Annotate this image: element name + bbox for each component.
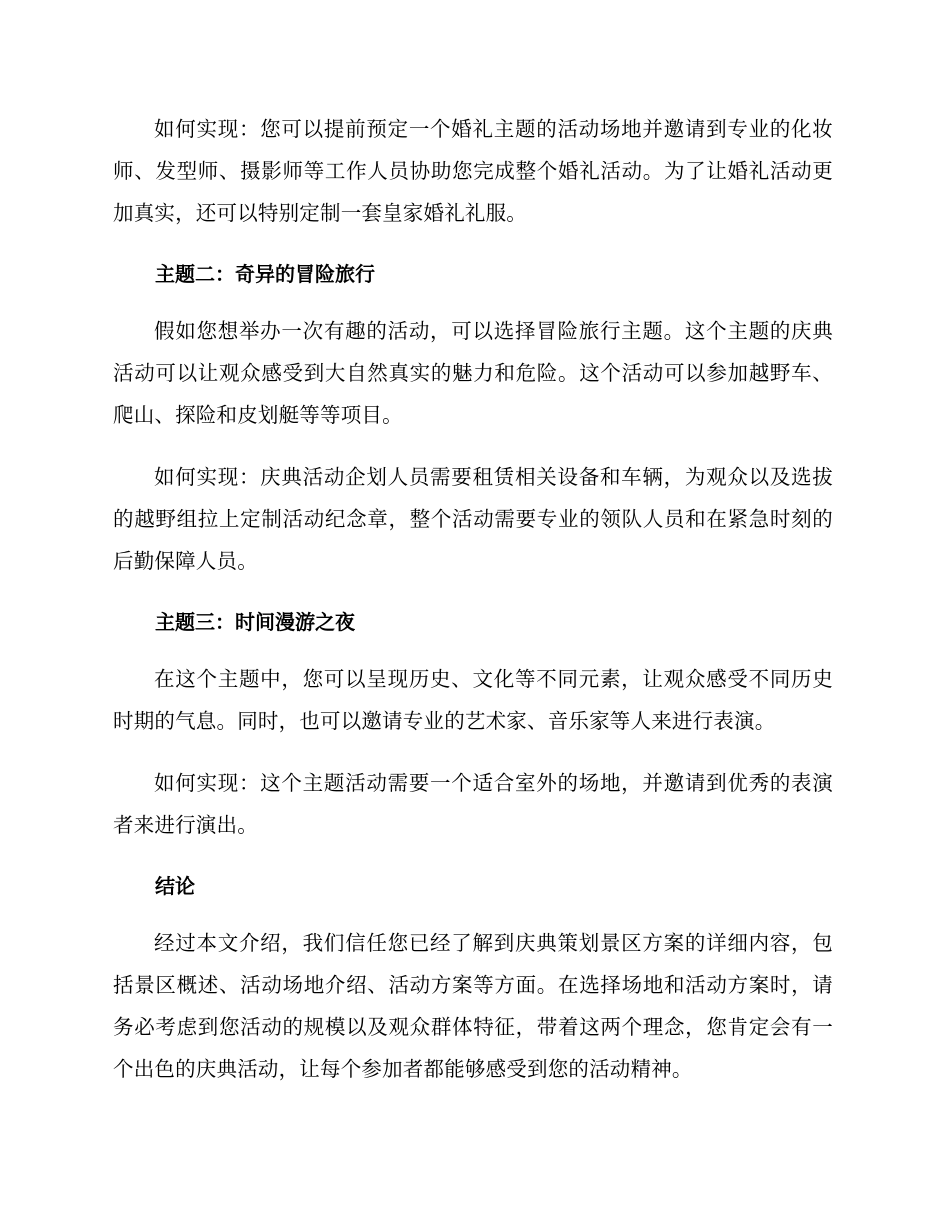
paragraph-conclusion: 经过本文介绍，我们信任您已经了解到庆典策划景区方案的详细内容，包括景区概述、活动场地介绍、活动方案等方面。在选择场地和活动方案时，请务必考虑到您活动的规模以及观众群体特征，带着这两个理念，您肯定会有一个出色的庆典活动，让每个参加者都能够感受到您的活动精神。 (113, 931, 833, 1081)
paragraph-adventure-intro: 假如您想举办一次有趣的活动，可以选择冒险旅行主题。这个主题的庆典活动可以让观众感受到大自然真实的魅力和危险。这个活动可以参加越野车、爬山、探险和皮划艇等等项目。 (113, 319, 833, 427)
paragraph-time-travel-implementation: 如何实现：这个主题活动需要一个适合室外的场地，并邀请到优秀的表演者来进行演出。 (113, 771, 833, 837)
paragraph-wedding-implementation: 如何实现：您可以提前预定一个婚礼主题的活动场地并邀请到专业的化妆师、发型师、摄影师等工作人员协助您完成整个婚礼活动。为了让婚礼活动更加真实，还可以特别定制一套皇家婚礼礼服。 (113, 117, 833, 225)
heading-theme-two: 主题二：奇异的冒险旅行 (155, 262, 375, 286)
heading-theme-three: 主题三：时间漫游之夜 (155, 610, 355, 634)
paragraph-time-travel-intro: 在这个主题中，您可以呈现历史、文化等不同元素，让观众感受不同历史时期的气息。同时，也可以邀请专业的艺术家、音乐家等人来进行表演。 (113, 667, 833, 733)
heading-conclusion: 结论 (155, 874, 195, 898)
document-body (113, 108, 833, 1110)
paragraph-adventure-implementation: 如何实现：庆典活动企划人员需要租赁相关设备和车辆，为观众以及选拔的越野组拉上定制活动纪念章，整个活动需要专业的领队人员和在紧急时刻的后勤保障人员。 (113, 465, 833, 573)
